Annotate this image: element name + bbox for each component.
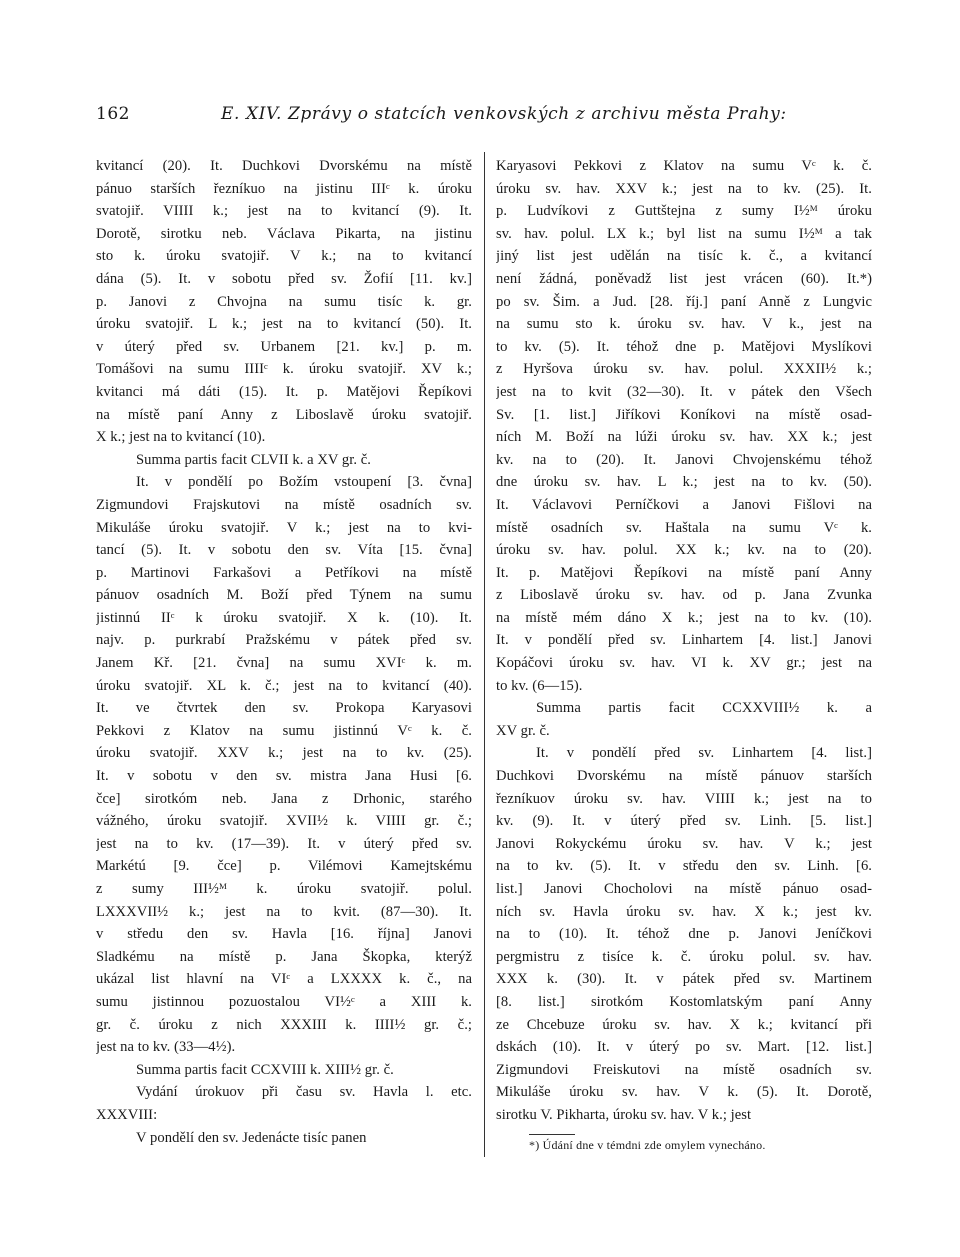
text-line: v středu den sv. Havla [16. října] Janovi [96, 926, 472, 943]
text-line: list.] Janovi Chocholovi na místě pánuo osad- [496, 881, 872, 897]
text-line: XV gr. č. [496, 722, 550, 739]
text-line: Tomášovi na sumu IIIIᶜ k. úroku svatojiř. XV k.; [96, 361, 472, 378]
text-line: Sladkému na místě p. Jana Škopka, kterýž [96, 948, 472, 965]
text-line: Summa partis facit CCXXVIII½ k. a [536, 700, 872, 717]
footnote: *) Údání dne v témdni zde omylem vynecháno. [529, 1138, 766, 1152]
text-line: It. p. Matějovi Řepíkovi na místě paní Anny [496, 564, 872, 581]
text-line: sto k. úroku svatojiř. V k.; na to kvitancí [96, 248, 472, 265]
text-line: Pekkovi z Klatov na sumu jistinnú Vᶜ k. č. [96, 722, 472, 739]
text-line: řezníkuov úroku sv. hav. VIIII k.; jest na to [496, 790, 872, 807]
text-line: jest na to kvit (32—30). It. v pátek den Všech [496, 383, 872, 400]
text-line: jest na to kv. (17—39). It. v úterý před sv. [96, 835, 472, 852]
text-line: ze Chcebuze úroku sv. hav. X k.; kvitancí při [496, 1016, 872, 1033]
text-line: místě osadních sv. Haštala na sumu Vᶜ k. [496, 519, 872, 536]
text-line: není žádná, poněvadž list jest vrácen (60). It.*) [496, 270, 872, 287]
left-column [96, 155, 472, 1149]
text-line: Karyasovi Pekkovi z Klatov na sumu Vᶜ k. č. [496, 158, 872, 174]
text-line: úroku svatojiř. XXV k.; jest na to kv. (25). [96, 745, 472, 762]
text-line: pánuo starších řezníkuo na jistinu IIIᶜ k. úroku [96, 180, 472, 197]
text-line: Mikuláše úroku svatojiř. V k.; jest na to kvi- [96, 519, 472, 536]
text-line: úroku svatojiř. XL k. č.; jest na to kvitancí (40). [96, 677, 472, 694]
text-line: p. Ludvíkovi z Guttštejna z sumy I½ᴹ úroku [496, 203, 872, 220]
text-line: It. v sobotu v den sv. mistra Jana Husi [6. [96, 768, 472, 785]
text-line: p. Janovi z Chvojna na sumu tisíc k. gr. [96, 293, 472, 310]
text-line: dána (5). It. v sobotu před sv. Žofií [11. kv.] [96, 270, 472, 287]
text-line: LXXXVII½ k.; jest na to kvit. (87—30). It. [96, 903, 472, 920]
text-line: čce] sirotkóm neb. Jana z Drhonic, starého [96, 790, 472, 807]
text-line: na místě paní Anny z Liboslavě úroku svatojiř. [96, 406, 472, 423]
text-line: Markétú [9. čce] p. Vilémovi Kamejtskému [96, 858, 472, 875]
text-line: vážného, úroku svatojiř. XVII½ k. VIIII gr. č.; [96, 813, 472, 830]
text-line: Kopáčovi úroku sv. hav. VI k. XV gr.; jest na [496, 655, 872, 672]
text-line: kv. na to (20). It. Janovi Chvojenskému téhož [496, 451, 872, 468]
text-line: [8. list.] sirotkóm Kostomlatským paní Anny [496, 993, 872, 1010]
text-line: na místě mém dáno X k.; jest na to kv. (10). [496, 609, 872, 626]
text-line: na sumu sto k. úroku sv. hav. V k., jest na [496, 316, 872, 333]
text-line: v úterý před sv. Urbanem [21. kv.] p. m. [96, 338, 472, 355]
text-line: najv. p. purkrabí Pražskému v pátek před sv. [96, 632, 472, 649]
text-line: z sumy III½ᴹ k. úroku svatojiř. polul. [96, 881, 472, 897]
text-line: Janem Kř. [21. čvna] na sumu XVIᶜ k. m. [96, 655, 472, 672]
text-line: úroku svatojiř. L k.; jest na to kvitancí (50). It. [96, 316, 472, 333]
text-line: jest na to kv. (33—4½). [96, 1039, 236, 1056]
text-line: na to (10). It. téhož dne p. Janovi Jeníčkovi [496, 926, 872, 943]
page-number: 162 [96, 104, 130, 124]
text-line: sirotku V. Pikharta, úroku sv. hav. V k.; jest [496, 1106, 752, 1123]
text-line: to kv. (5). It. téhož dne p. Matějovi Myslíkovi [496, 338, 872, 355]
right-column [496, 155, 872, 1127]
text-line: kv. (9). It. v úterý před sv. Linh. [5. list.] [496, 813, 872, 830]
text-line: Summa partis facit CCXVIII k. XIII½ gr. č. [136, 1061, 394, 1078]
text-line: It. ve čtvrtek den sv. Prokopa Karyasovi [96, 700, 472, 717]
text-line: to kv. (6—15). [496, 677, 583, 694]
text-line: It. v pondělí před sv. Linhartem [4. list.] Janovi [496, 632, 872, 649]
text-line: ních M. Boží na lúži úroku sv. hav. XX k.; jest [496, 429, 872, 446]
text-line: Mikuláše úroku sv. hav. V k. (5). It. Dorotě, [496, 1084, 872, 1101]
text-line: ukázal list hlavní na VIᶜ a LXXXX k. č., na [96, 971, 472, 988]
text-line: pergmistru z tisíce k. č. úroku polul. sv. hav. [496, 948, 872, 965]
column-divider [484, 152, 485, 1157]
text-line: XXX k. (30). It. v pátek před sv. Martinem [496, 971, 872, 988]
text-line: kvitancí (20). It. Duchkovi Dvorskému na místě [96, 158, 472, 174]
text-line: kvitanci má dáti (15). It. p. Matějovi Řepíkovi [96, 383, 472, 400]
text-line: jiný list jest udělán na tisíc k. č., a kvitancí [496, 248, 872, 265]
text-line: dne úroku sv. hav. L k.; jest na to kv. (50). [496, 474, 872, 491]
text-line: p. Martinovi Farkašovi a Petříkovi na místě [96, 564, 472, 581]
text-line: z Hyršova úroku sv. hav. polul. XXXII½ k.; [496, 361, 872, 378]
text-line: úroku sv. hav. XXV k.; jest na to kv. (25). It. [496, 180, 872, 197]
text-line: Zigmundovi Freiskutovi na místě osadních sv. [496, 1061, 872, 1078]
text-line: Sv. [1. list.] Jiříkovi Koníkovi na místě osad- [496, 406, 872, 423]
text-line: Zigmundovi Frajskutovi na místě osadních sv. [96, 496, 472, 513]
text-line: jistinnú IIᶜ k úroku svatojiř. X k. (10). It. [96, 609, 472, 626]
text-line: dskách (10). It. v úterý po sv. Mart. [12. list.] [496, 1039, 872, 1056]
text-line: svatojiř. VIIII k.; jest na to kvitancí (9). It. [96, 203, 472, 220]
text-line: úroku sv. hav. polul. XX k.; kv. na to (20). [496, 542, 872, 559]
footnote-rule [529, 1134, 575, 1135]
text-line: gr. č. úroku z nich XXXIII k. IIII½ gr. č.; [96, 1016, 472, 1033]
text-line: pánuov osadních M. Boží před Týnem na sumu [96, 587, 472, 604]
text-line: tancí (5). It. v sobotu den sv. Víta [15. čvna] [96, 542, 472, 559]
text-line: V pondělí den sv. Jedenácte tisíc panen [136, 1129, 367, 1146]
running-title: E. XIV. Zprávy o statcích venkovských z archivu města Prahy: [221, 104, 787, 124]
text-line: na to kv. (5). It. v středu den sv. Linh. [6. [496, 858, 872, 875]
text-line: po sv. Šim. a Jud. [28. říj.] paní Anně z Lungvic [496, 293, 872, 310]
text-line: ních sv. Havla úroku sv. hav. X k.; jest kv. [496, 903, 872, 920]
text-line: sumu jistinnou pozuostalou VI½ᶜ a XIII k. [96, 993, 472, 1010]
text-line: It. v pondělí před sv. Linhartem [4. list.] [536, 745, 872, 762]
text-line: z Liboslavě úroku sv. hav. od p. Jana Zvunka [496, 587, 872, 604]
text-line: Vydání úrokuov při času sv. Havla l. etc. [136, 1084, 472, 1101]
text-line: Dorotě, sirotku neb. Václava Pikarta, na jistinu [96, 225, 472, 242]
text-line: X k.; jest na to kvitancí (10). [96, 429, 266, 446]
text-line: sv. hav. polul. LX k.; byl list na sumu I½ᴹ a tak [496, 225, 872, 242]
text-line: XXXVIII: [96, 1106, 158, 1123]
text-line: Duchkovi Dvorskému na místě pánuov starších [496, 768, 872, 785]
text-line: It. v pondělí po Božím vstoupení [3. čvna] [136, 474, 472, 491]
text-line: Janovi Rokyckému úroku sv. hav. V k.; jest [496, 835, 872, 852]
text-line: It. Václavovi Perníčkovi a Janovi Fišlovi na [496, 496, 872, 513]
text-line: Summa partis facit CLVII k. a XV gr. č. [136, 451, 372, 468]
